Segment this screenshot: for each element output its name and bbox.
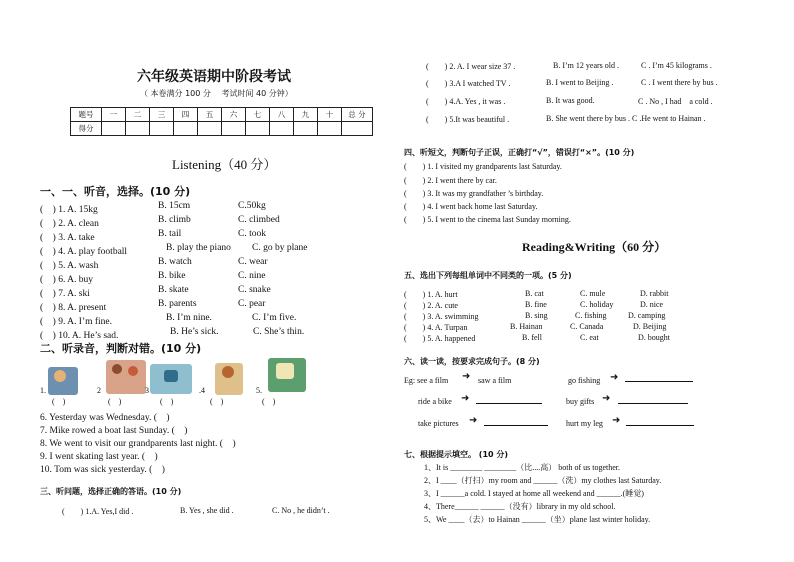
list-item: ( ) 4. I went back home last Saturday. bbox=[404, 202, 538, 211]
list-item: ( ) 2. I went there by car. bbox=[404, 176, 497, 185]
list-item: ( ) 3.A I watched TV . bbox=[426, 79, 511, 88]
phrase: go fishing bbox=[568, 376, 601, 385]
answer-paren: ( ) bbox=[262, 397, 276, 406]
list-item: ( ) 3. A. swimming bbox=[404, 312, 479, 321]
score-head: 七 bbox=[246, 108, 270, 122]
option-c: C. eat bbox=[580, 333, 599, 342]
option-c: C . I went there by bus . bbox=[641, 78, 718, 87]
score-head: 二 bbox=[126, 108, 150, 122]
option-d: D. nice bbox=[640, 300, 664, 309]
option-c: C. She’s thin. bbox=[253, 327, 305, 337]
list-item: 1、It is ________ ________（比....高） both of us together. bbox=[424, 463, 620, 472]
list-item: ( ) 1. A. hurt bbox=[404, 290, 458, 299]
option-b: B. 15cm bbox=[158, 201, 191, 211]
score-head: 四 bbox=[174, 108, 198, 122]
score-head: 总 分 bbox=[342, 108, 373, 122]
score-head: 一 bbox=[102, 108, 126, 122]
list-item: ( ) 10. A. He’s sad. bbox=[40, 331, 119, 341]
phrase: hurt my leg bbox=[566, 419, 603, 428]
option-c: C.50kg bbox=[238, 201, 266, 211]
phrase: Eg: see a film bbox=[404, 376, 449, 385]
answer-blank[interactable] bbox=[625, 381, 693, 382]
list-item: ( ) 3. It was my grandfather ’s birthday. bbox=[404, 189, 544, 198]
answer-blank[interactable] bbox=[476, 403, 542, 404]
list-item: ( ) 3. A. take bbox=[40, 233, 95, 243]
calendar-icon bbox=[276, 363, 294, 379]
list-item: 5、We ____（去）to Hainan ______（坐）plane last winter holiday. bbox=[424, 515, 651, 524]
score-cell[interactable] bbox=[198, 122, 222, 136]
list-item: ( ) 5.It was beautiful . bbox=[426, 115, 510, 124]
score-cell[interactable] bbox=[222, 122, 246, 136]
option-c: C. snake bbox=[238, 285, 271, 295]
option-c: C. pear bbox=[238, 299, 266, 309]
pic-number: 2 bbox=[97, 386, 101, 395]
list-item: ( ) 4. A. play football bbox=[40, 247, 128, 257]
option-c: C. climbed bbox=[238, 215, 280, 225]
section-4-title: 四、听短文，判断句子正误，正确打“√”，错误打“×”。(10 分) bbox=[404, 148, 635, 157]
option-c: C. took bbox=[238, 229, 266, 239]
option-c: C . I’m 45 kilograms . bbox=[641, 61, 712, 70]
option-b: B. He’s sick. bbox=[170, 327, 219, 337]
list-item: ( ) 1. I visited my grandparents last Saturday. bbox=[404, 162, 562, 171]
option-b: B. Hainan bbox=[510, 322, 543, 331]
pic-number: 1. bbox=[40, 386, 46, 395]
list-item: ( ) 7. A. ski bbox=[40, 289, 90, 299]
arrow-icon: ➜ bbox=[461, 393, 470, 404]
list-item: 2、I ____（打扫）my room and ______（洗）my clothes last Saturday. bbox=[424, 476, 662, 485]
answer-blank[interactable] bbox=[618, 403, 688, 404]
option-d: D. rabbit bbox=[640, 289, 669, 298]
list-item: ( ) 2. A. I wear size 37 . bbox=[426, 62, 516, 71]
option-b: B. bike bbox=[158, 271, 186, 281]
option-b: B. play the piano bbox=[166, 243, 231, 253]
arrow-icon: ➜ bbox=[469, 415, 478, 426]
option-d: D. camping bbox=[628, 311, 666, 320]
pic-number: 5. bbox=[256, 386, 262, 395]
pic-number: .4 bbox=[199, 386, 205, 395]
option-b: B. parents bbox=[158, 299, 197, 309]
listening-header: Listening（40 分） bbox=[172, 157, 277, 172]
score-head: 八 bbox=[270, 108, 294, 122]
score-head: 三 bbox=[150, 108, 174, 122]
answer-paren: ( ) bbox=[210, 397, 224, 406]
arrow-icon: ➜ bbox=[462, 371, 471, 382]
option-c: C . No , I had a cold . bbox=[638, 97, 713, 106]
score-head: 九 bbox=[294, 108, 318, 122]
list-item: ( ) 1. A. 15kg bbox=[40, 205, 98, 215]
section-6-title: 六、读一读，按要求完成句子。(8 分) bbox=[404, 357, 540, 366]
answer-blank[interactable] bbox=[484, 425, 548, 426]
list-item: ( ) 4.A. Yes , it was . bbox=[426, 97, 506, 106]
list-item: ( ) 5. A. happened bbox=[404, 334, 476, 343]
option-b: B. sing bbox=[525, 311, 548, 320]
option-b: B. Yes , she did . bbox=[180, 506, 234, 515]
score-head: 题号 bbox=[71, 108, 102, 122]
score-cell[interactable] bbox=[318, 122, 342, 136]
score-cell[interactable] bbox=[270, 122, 294, 136]
option-c: C. wear bbox=[238, 257, 268, 267]
section-5-title: 五、选出下列每组单词中不同类的一项。(5 分) bbox=[404, 271, 572, 280]
exam-info: （ 本卷满分 100 分 考试时间 40 分钟） bbox=[140, 89, 293, 98]
list-item: ( ) 4. A. Turpan bbox=[404, 323, 468, 332]
list-item: ( ) 9. A. I’m fine. bbox=[40, 317, 113, 327]
score-cell[interactable] bbox=[102, 122, 126, 136]
score-head: 十 bbox=[318, 108, 342, 122]
option-b: B. cat bbox=[525, 289, 544, 298]
person-icon bbox=[54, 370, 66, 382]
option-b: B. skate bbox=[158, 285, 189, 295]
answer-blank[interactable] bbox=[626, 425, 694, 426]
option-b: B. climb bbox=[158, 215, 191, 225]
option-b: B. fine bbox=[525, 300, 547, 309]
option-b: B. fell bbox=[522, 333, 542, 342]
option-b: B. I’m nine. bbox=[166, 313, 212, 323]
option-c: C. holiday bbox=[580, 300, 614, 309]
score-label: 得分 bbox=[71, 122, 102, 136]
option-d: D. bought bbox=[638, 333, 670, 342]
list-item: 9. I went skating last year. ( ) bbox=[40, 452, 158, 462]
score-cell[interactable] bbox=[126, 122, 150, 136]
score-cell[interactable] bbox=[294, 122, 318, 136]
person-icon bbox=[128, 366, 138, 376]
score-cell[interactable] bbox=[342, 122, 373, 136]
score-table bbox=[70, 107, 373, 136]
option-b: B. tail bbox=[158, 229, 182, 239]
score-cell[interactable] bbox=[174, 122, 198, 136]
person-icon bbox=[222, 366, 234, 378]
section-2-title: 二、听录音，判断对错。(10 分) bbox=[40, 342, 202, 355]
answer-paren: ( ) bbox=[52, 397, 66, 406]
list-item: ( ) 5. A. wash bbox=[40, 261, 99, 271]
score-head: 六 bbox=[222, 108, 246, 122]
answer-paren: ( ) bbox=[108, 397, 122, 406]
pic-number: 3 bbox=[145, 386, 149, 395]
option-c: C. go by plane bbox=[252, 243, 308, 253]
section-3-title: 三、听问题，选择正确的答语。(10 分) bbox=[40, 487, 182, 496]
phrase: buy gifts bbox=[566, 397, 595, 406]
option-c: C. mule bbox=[580, 289, 606, 298]
list-item: ( ) 2. A. clean bbox=[40, 219, 99, 229]
list-item: ( ) 2. A. cute bbox=[404, 301, 458, 310]
reading-writing-header: Reading&Writing（60 分） bbox=[522, 240, 667, 254]
list-item: 10. Tom was sick yesterday. ( ) bbox=[40, 465, 165, 475]
option-c: C. No , he didn’t . bbox=[272, 506, 330, 515]
list-item: 8. We went to visit our grandparents last night. ( ) bbox=[40, 439, 236, 449]
option-b: B. It was good. bbox=[546, 96, 595, 105]
option-c: C. fishing bbox=[575, 311, 607, 320]
score-head: 五 bbox=[198, 108, 222, 122]
score-cell[interactable] bbox=[150, 122, 174, 136]
score-cell[interactable] bbox=[246, 122, 270, 136]
list-item: ( ) 6. A. buy bbox=[40, 275, 94, 285]
option-b: B. watch bbox=[158, 257, 192, 267]
option-c: C. I’m five. bbox=[252, 313, 297, 323]
page-title: 六年级英语期中阶段考试 bbox=[137, 69, 291, 85]
list-item: 6. Yesterday was Wednesday. ( ) bbox=[40, 413, 170, 423]
section-7-title: 七、根据提示填空。 (10 分) bbox=[404, 450, 509, 459]
option-b: B. I’m 12 years old . bbox=[553, 61, 619, 70]
list-item: 3、I ______a cold. I stayed at home all weekend and ______.(睡觉) bbox=[424, 489, 644, 498]
arrow-icon: ➜ bbox=[610, 372, 619, 383]
phrase: take pictures bbox=[418, 419, 459, 428]
list-item: 7. Mike rowed a boat last Sunday. ( ) bbox=[40, 426, 188, 436]
phrase-answer: saw a film bbox=[478, 376, 512, 385]
list-item: 4、There______ ______（没有）library in my old school. bbox=[424, 502, 616, 511]
option-d: D. Beijing bbox=[633, 322, 667, 331]
arrow-icon: ➜ bbox=[612, 415, 621, 426]
option-c: C. Canada bbox=[570, 322, 604, 331]
section-1-title: 一、一、听音，选择。(10 分) bbox=[40, 185, 191, 198]
list-item: ( ) 8. A. present bbox=[40, 303, 107, 313]
person-icon bbox=[112, 364, 122, 374]
option-b: B. She went there by bus . C .He went to Hainan . bbox=[546, 114, 706, 123]
answer-paren: ( ) bbox=[160, 397, 174, 406]
person-icon bbox=[164, 370, 178, 382]
list-item: ( ) 1.A. Yes,I did . bbox=[62, 507, 134, 516]
phrase: ride a bike bbox=[418, 397, 452, 406]
list-item: ( ) 5. I went to the cinema last Sunday morning. bbox=[404, 215, 571, 224]
option-b: B. I went to Beijing . bbox=[546, 78, 614, 87]
option-c: C. nine bbox=[238, 271, 266, 281]
arrow-icon: ➜ bbox=[602, 393, 611, 404]
